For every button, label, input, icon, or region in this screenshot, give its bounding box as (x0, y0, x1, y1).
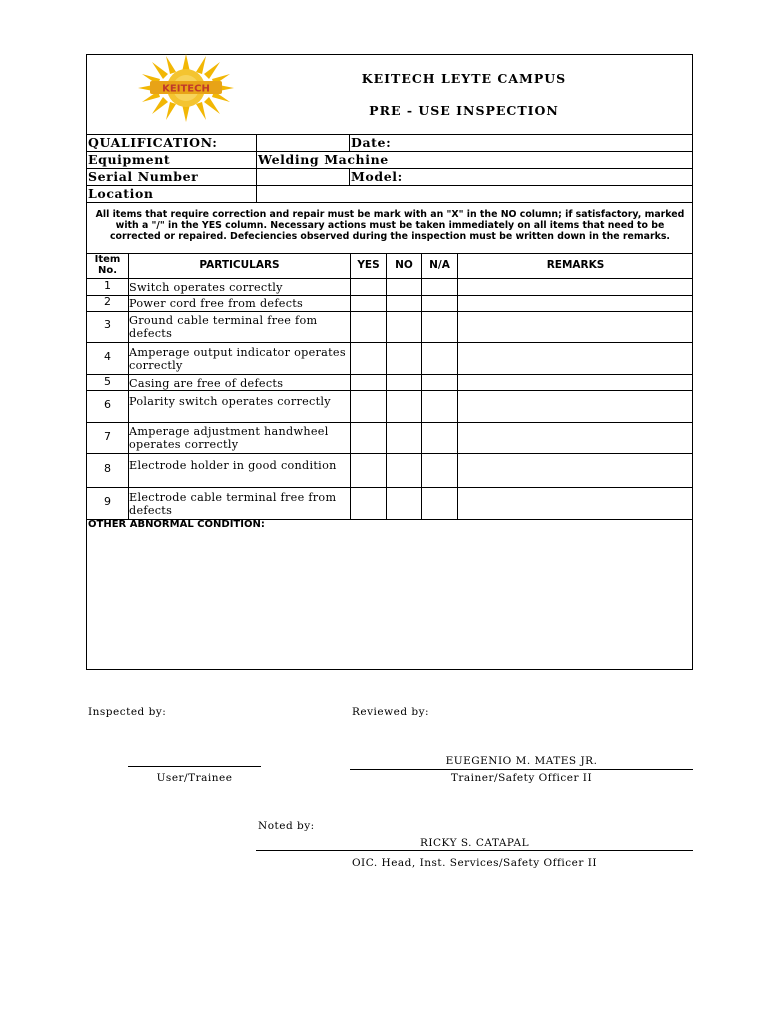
serial-number-label: Serial Number (88, 169, 199, 184)
row-line (86, 422, 693, 423)
item-no-header: Item No. (94, 254, 121, 276)
other-abnormal-condition-label: OTHER ABNORMAL CONDITION: (88, 519, 265, 530)
column-line (421, 253, 422, 519)
info-divider (349, 168, 350, 185)
instructions-text: All items that require correction and repair must be mark with an "X" in the NO column; if satisfactory, marked with a "/" in the YES column. Necessary actions must be taken immediately on all items that need to be corrected or repaired. Defeciencies observed during the inspection must be written down in the remarks. (95, 209, 685, 242)
row-line (86, 390, 693, 391)
noter-signature-line (256, 850, 693, 851)
column-line (457, 253, 458, 519)
reviewed-by-label: Reviewed by: (352, 706, 430, 718)
item-number: 9 (104, 495, 111, 508)
keitech-logo (136, 52, 236, 124)
reviewer-signature-line (350, 769, 693, 770)
item-number: 3 (104, 318, 111, 331)
row-line (86, 374, 693, 375)
user-signature-line (128, 766, 261, 767)
item-number: 8 (104, 462, 111, 475)
row-line (86, 311, 693, 312)
item-particular: Amperage adjustment handwheel operates correctly (129, 425, 329, 451)
logo-text: KEITECH (162, 83, 210, 95)
item-particular: Power cord free from defects (129, 297, 304, 310)
user-role: User/Trainee (156, 772, 233, 784)
reviewer-name: EUEGENIO M. MATES JR. (445, 755, 598, 767)
noter-name: RICKY S. CATAPAL (419, 837, 530, 849)
row-line (86, 295, 693, 296)
no-header: NO (395, 259, 413, 271)
row-line (86, 487, 693, 488)
reviewer-role: Trainer/Safety Officer II (450, 772, 593, 784)
location-label: Location (88, 186, 154, 201)
item-number: 4 (104, 350, 111, 363)
yes-header: YES (357, 259, 380, 271)
remarks-header: REMARKS (546, 259, 605, 271)
table-top-line (86, 253, 693, 254)
item-number: 2 (104, 295, 111, 308)
form-title: PRE - USE INSPECTION (369, 103, 559, 118)
row-line (86, 453, 693, 454)
campus-title: KEITECH LEYTE CAMPUS (361, 71, 567, 86)
item-particular: Switch operates correctly (129, 281, 283, 294)
item-number: 7 (104, 430, 111, 443)
qualification-label: QUALIFICATION: (88, 135, 218, 150)
model-label: Model: (351, 169, 403, 184)
row-line (86, 342, 693, 343)
info-line (86, 151, 693, 152)
noter-role: OIC. Head, Inst. Services/Safety Officer II (351, 857, 598, 869)
item-number: 1 (104, 279, 111, 292)
item-particular: Casing are free of defects (129, 377, 284, 390)
info-line (86, 202, 693, 203)
info-line (86, 185, 693, 186)
item-particular: Electrode holder in good condition (129, 459, 337, 472)
inspected-by-label: Inspected by: (88, 706, 167, 718)
na-header: N/A (429, 259, 450, 271)
info-divider (349, 134, 350, 151)
date-label: Date: (351, 135, 392, 150)
equipment-value: Welding Machine (258, 152, 389, 167)
item-particular: Polarity switch operates correctly (129, 395, 331, 408)
equipment-label: Equipment (88, 152, 171, 167)
particulars-header: PARTICULARS (199, 259, 280, 271)
item-particular: Electrode cable terminal free from defects (129, 491, 337, 517)
item-particular: Amperage output indicator operates correctly (129, 346, 346, 372)
item-number: 5 (104, 375, 111, 388)
table-header-line (86, 278, 693, 279)
column-line (386, 253, 387, 519)
noted-by-label: Noted by: (258, 820, 315, 832)
item-particular: Ground cable terminal free fom defects (129, 314, 318, 340)
item-number: 6 (104, 398, 111, 411)
info-divider (256, 134, 257, 202)
